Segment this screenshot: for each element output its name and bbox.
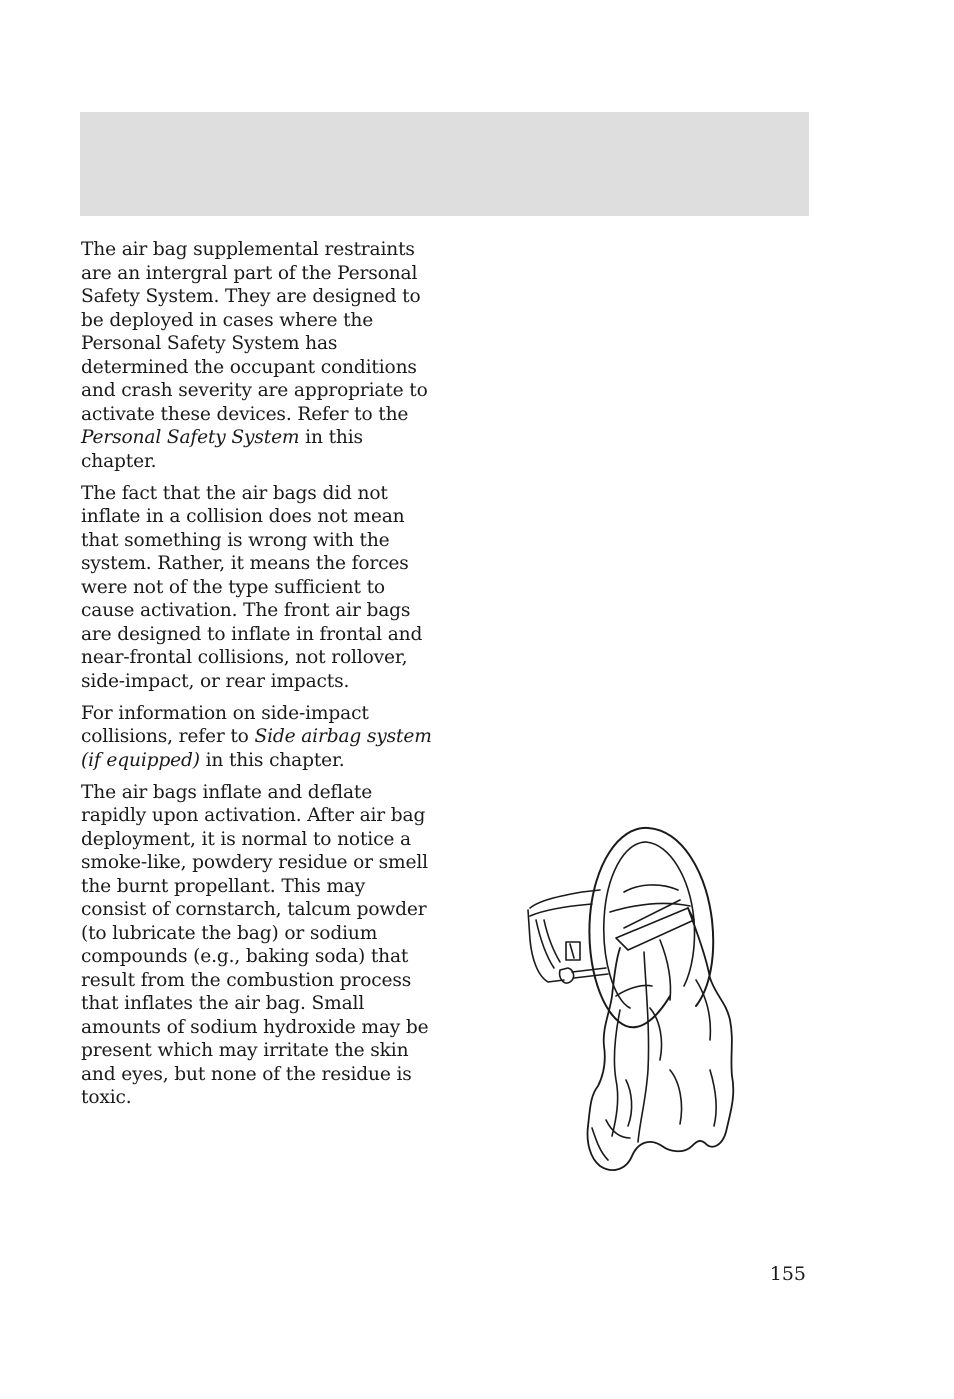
text-run: The air bags inflate and deflate rapidly upon activation. After air bag deployment, it is normal to notice a smoke-like, powdery residue or smell the burnt propellant. This may consist of cornstarch, talcum powder (to lubricate the bag) or sodium compounds (e.g., baking soda) that result from the combustion process that inflates the air bag. Small amounts of sodium hydroxide may be present which may irritate the skin and eyes, but none of the residue is toxic. — [81, 781, 429, 1109]
text-run: The fact that the air bags did not inflate in a collision does not mean that something is wrong with the system. Rather, it means the forces were not of the type sufficient to cause activation. The front air bags are designed to inflate in frontal and near-frontal collisions, not rollover, side-impact, or rear impacts. — [81, 482, 423, 692]
steering-column — [530, 890, 600, 908]
deployed-airbag-illustration — [520, 820, 750, 1180]
text-run: in this chapter. — [199, 749, 345, 771]
paragraph-personal-safety — [81, 238, 433, 473]
page-number: 155 — [769, 1263, 806, 1285]
text-run: The air bag supplemental restraints are an intergral part of the Personal Safety System. They are designed to be deployed in cases where the Personal Safety System has determined the occupant conditions and crash severity are appropriate to activate these devices. Refer to the — [81, 239, 428, 425]
text-run: For information on side-impact collisions, refer to — [81, 702, 369, 748]
paragraph-side-impact — [81, 702, 433, 773]
body-text — [81, 238, 433, 1118]
steering-column — [530, 904, 592, 916]
steering-wheel-rim — [589, 828, 670, 1027]
airbag-fabric — [616, 908, 694, 950]
paragraph-no-inflation — [81, 482, 433, 694]
text-run: in this chapter. — [81, 427, 363, 472]
paragraph-residue — [81, 781, 433, 1110]
italic-reference: Side airbag system (if equipped) — [81, 726, 432, 771]
header-band — [80, 112, 809, 216]
italic-reference: Personal Safety System — [81, 427, 300, 448]
